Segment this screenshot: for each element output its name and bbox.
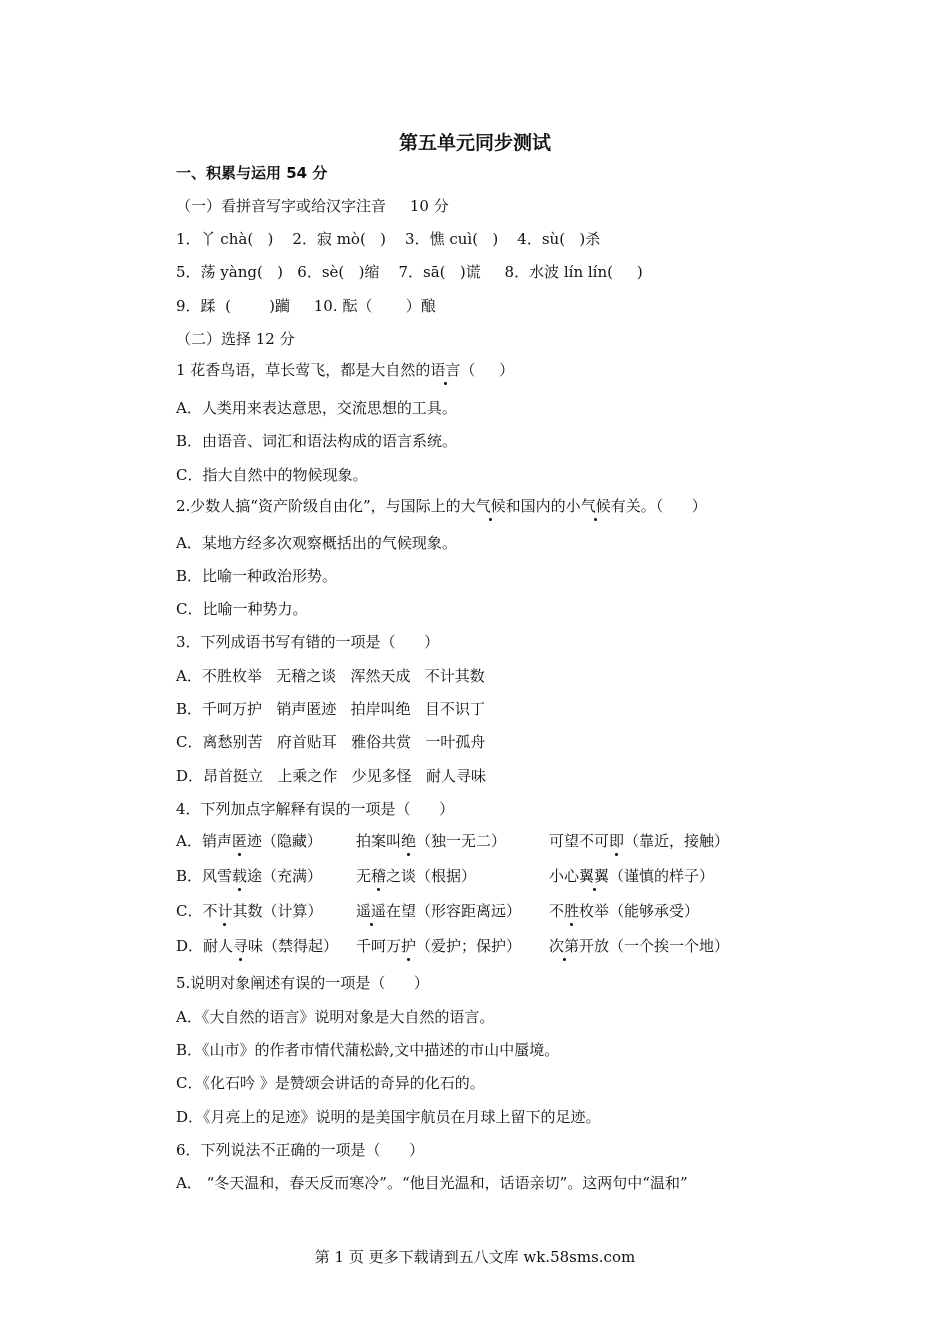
q3-option-c: C．离愁别苦 府首贴耳 雅俗共赏 一叶孤舟 <box>176 733 486 751</box>
pinyin-row-3: 9．蹂 ( )躏 10. 酝（ ）酿 <box>176 297 436 315</box>
q4-option-d: D．耐人寻味（禁得起） 千呵万护（爱护；保护） 次第开放（一个挨一个地） <box>176 937 730 955</box>
emphasis-dot-text: 翼翼 <box>579 867 610 885</box>
q3-option-d: D．昂首挺立 上乘之作 少见多怪 耐人寻味 <box>176 767 486 785</box>
q3-option-b: B．千呵万护 销声匿迹 拍岸叫绝 目不识丁 <box>176 700 485 718</box>
section-heading: 一、积累与运用 54 分 <box>176 164 328 182</box>
emphasis-dot-text: 护 <box>401 937 417 955</box>
q4-option-a: A．销声匿迹（隐藏） 拍案叫绝（独一无二） 可望不可即（靠近，接触） <box>176 832 730 850</box>
q4-option-b: B．风雪载途（充满） 无稽之谈（根据） 小心翼翼（谨慎的样子） <box>176 867 715 885</box>
page-footer: 第 1 页 更多下载请到五八文库 wk.58sms.com <box>314 1248 636 1266</box>
question-4: 4．下列加点字解释有误的一项是（ ） <box>176 800 455 818</box>
emphasis-dot-text: 气候 <box>580 497 611 515</box>
emphasis-dot-text: 胜 <box>564 902 580 920</box>
pinyin-row-2: 5．荡 yàng( ) 6．sè( )缩 7．sā( )谎 8．水波 lín lín( ) <box>176 263 643 281</box>
part1-heading: （一）看拼音写字或给汉字注音 10 分 <box>176 197 449 215</box>
q3-option-a: A．不胜枚举 无稽之谈 浑然天成 不计其数 <box>176 667 485 685</box>
page-title: 第五单元同步测试 <box>398 132 551 154</box>
emphasis-dot-text: 次第 <box>549 937 580 955</box>
emphasis-dot-text: 语言 <box>430 361 461 379</box>
emphasis-dot-text: 寻 <box>233 937 249 955</box>
question-3: 3．下列成语书写有错的一项是（ ） <box>176 633 440 651</box>
q5-option-b: B．《山市》的作者市情代蒲松龄,文中描述的市山中蜃境。 <box>176 1041 560 1059</box>
q5-option-d: D．《月亮上的足迹》说明的是美国宇航员在月球上留下的足迹。 <box>176 1108 601 1126</box>
part2-heading: （二）选择 12 分 <box>176 330 295 348</box>
pinyin-row-1: 1．丫 chà( ) 2．寂 mò( ) 3．憔 cuì( ) 4．sù( )杀 <box>176 230 601 248</box>
emphasis-dot-text: 计 <box>217 902 233 920</box>
q1-option-b: B．由语音、词汇和语法构成的语言系统。 <box>176 432 458 450</box>
question-5: 5.说明对象阐述有误的一项是（ ） <box>176 974 429 992</box>
emphasis-dot-text: 即 <box>609 832 625 850</box>
emphasis-dot-text: 气候 <box>475 497 506 515</box>
q4-option-c: C．不计其数（计算） 遥遥在望（形容距离远） 不胜枚举（能够承受） <box>176 902 700 920</box>
q2-option-a: A．某地方经多次观察概括出的气候现象。 <box>176 534 457 552</box>
emphasis-dot-text: 匿 <box>231 832 247 850</box>
emphasis-dot-text: 遥遥 <box>356 902 387 920</box>
q1-option-a: A．人类用来表达意思，交流思想的工具。 <box>176 399 457 417</box>
q2-option-c: C．比喻一种势力。 <box>176 600 308 618</box>
q1-option-c: C．指大自然中的物候现象。 <box>176 466 368 484</box>
q5-option-a: A．《大自然的语言》说明对象是大自然的语言。 <box>176 1008 495 1026</box>
question-6: 6．下列说法不正确的一项是（ ） <box>176 1141 425 1159</box>
emphasis-dot-text: 绝 <box>401 832 417 850</box>
question-2: 2.少数人搞“资产阶级自由化”，与国际上的大气候和国内的小气候有关。（ ） <box>176 497 707 515</box>
q5-option-c: C．《化石吟 》是赞颂会讲话的奇异的化石的。 <box>176 1074 485 1092</box>
emphasis-dot-text: 稽 <box>371 867 387 885</box>
q6-option-a: A． “冬天温和，春天反而寒冷”。“他目光温和，话语亲切”。这两句中“温和” <box>176 1174 688 1192</box>
emphasis-dot-text: 载 <box>232 867 248 885</box>
question-1: 1 花香鸟语，草长莺飞，都是大自然的语言（ ） <box>176 361 515 379</box>
q2-option-b: B．比喻一种政治形势。 <box>176 567 338 585</box>
